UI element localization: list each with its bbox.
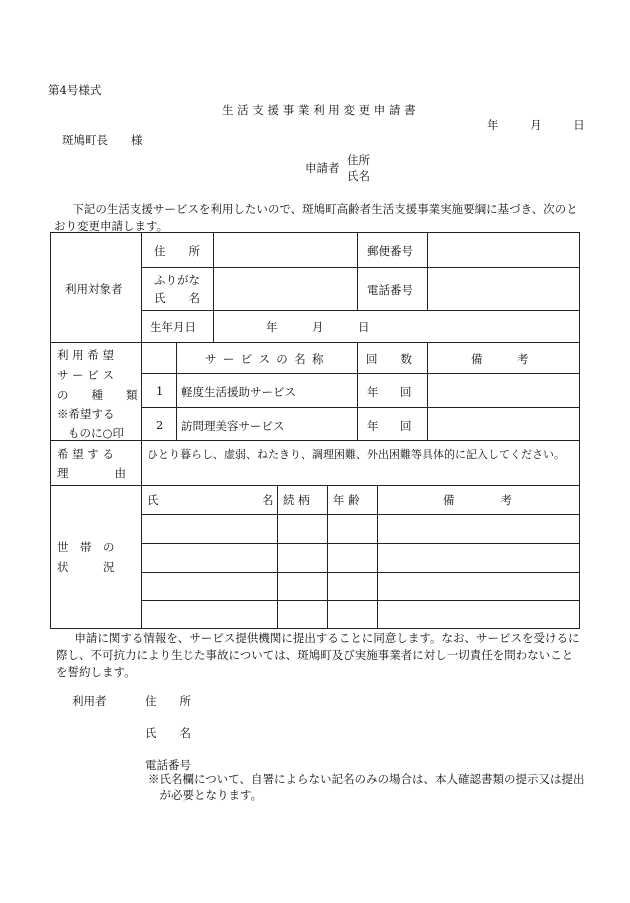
- household-label-line-2: 状 況: [57, 560, 115, 574]
- subject-birthdate-label: 生年月日: [150, 320, 196, 334]
- reason-label-line-2: 理 由: [57, 466, 126, 480]
- subject-birthdate-fill: 年 月 日: [266, 320, 370, 334]
- table-grid: [50, 232, 580, 629]
- addressee: 斑鳩町長 様: [62, 133, 143, 147]
- applicant-address-label: 住所: [347, 153, 370, 167]
- household-col-relation: 続 柄: [283, 493, 310, 507]
- service-col-remarks: 備 考: [471, 352, 529, 366]
- household-label-line-1: 世 帯 の: [57, 540, 115, 554]
- applicant-label: 申請者: [305, 161, 340, 175]
- reason-instruction: ひとり暮らし、虚弱、ねたきり、調理困難、外出困難等具体的に記入してください。: [147, 448, 565, 461]
- service-side-line-2: サ ー ビ ス: [57, 368, 114, 382]
- service-side-line-3: の 種 類: [57, 388, 138, 402]
- service-row-2-year: 年: [367, 419, 379, 433]
- service-row-1-year: 年: [367, 385, 379, 399]
- service-row-1-no: 1: [156, 384, 164, 398]
- household-col-remarks: 備 考: [443, 493, 512, 507]
- subject-furigana-label: ふりがな: [154, 273, 200, 287]
- reason-label-line-1: 希 望 す る: [57, 447, 114, 461]
- service-side-line-5: ものに○印: [68, 426, 125, 440]
- signature-note: ※氏名欄について、自署によらない記名のみの場合は、本人確認書類の提示又は提出が必要となります。: [148, 772, 585, 802]
- service-side-line-1: 利 用 希 望: [57, 348, 114, 362]
- user-address-label: 住 所: [145, 694, 191, 708]
- subject-phone-label: 電話番号: [367, 283, 413, 297]
- form-id: 第4号様式: [48, 83, 102, 97]
- household-col-name-b: 名: [262, 493, 274, 507]
- service-col-count: 回 数: [366, 352, 412, 366]
- user-label: 利用者: [72, 694, 107, 708]
- service-row-2-name: 訪問理美容サービス: [181, 419, 285, 433]
- subject-address-label: 住 所: [154, 244, 200, 258]
- subject-postal-label: 郵便番号: [367, 244, 413, 258]
- form-title: 生活支援事業利用変更申請書: [222, 103, 420, 117]
- household-col-name-a: 氏: [147, 493, 159, 507]
- service-col-name: サービスの名称: [205, 352, 330, 366]
- date-line: 年 月 日: [487, 118, 588, 132]
- user-name-label: 氏 名: [145, 726, 191, 740]
- subject-header: 利用対象者: [65, 282, 123, 296]
- subject-name-label: 氏 名: [154, 291, 200, 305]
- service-row-2-no: 2: [156, 418, 164, 432]
- service-row-2-times: 回: [400, 419, 412, 433]
- service-row-1-times: 回: [400, 385, 412, 399]
- intro-paragraph: 下記の生活支援サービスを利用したいので、斑鳩町高齢者生活支援事業実施要綱に基づき、次のとおり変更申請します。: [54, 202, 578, 233]
- applicant-name-label: 氏名: [347, 169, 370, 183]
- service-row-1-name: 軽度生活援助サービス: [181, 385, 296, 399]
- service-side-line-4: ※希望する: [57, 407, 115, 421]
- application-table: [50, 232, 580, 629]
- user-phone-label: 電話番号: [145, 758, 191, 772]
- consent-paragraph: 申請に関する情報を、サービス提供機関に提出することに同意します。なお、サービスを受けるに際し、不可抗力により生じた事故については、斑鳩町及び実施事業者に対し一切責任を問わないことを誓約します。: [56, 631, 580, 679]
- household-col-age: 年 齢: [333, 493, 360, 507]
